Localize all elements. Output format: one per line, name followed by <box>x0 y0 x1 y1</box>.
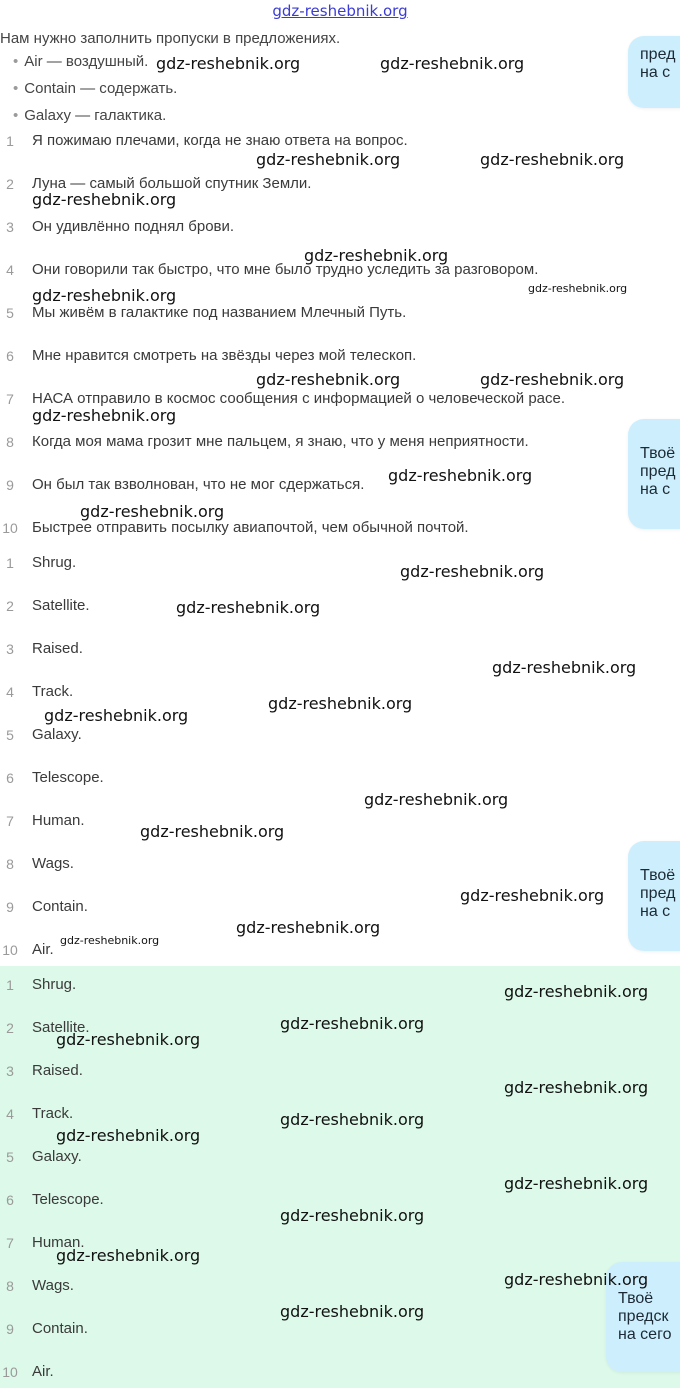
watermark-text: gdz-reshebnik.org <box>492 658 637 677</box>
answer-text: Track. <box>32 1105 74 1122</box>
watermark-text: gdz-reshebnik.org <box>140 822 285 841</box>
watermark-text: gdz-reshebnik.org <box>460 886 605 905</box>
list-number: 9 <box>6 477 14 493</box>
watermark-text: gdz-reshebnik.org <box>364 790 509 809</box>
vocab-item <box>13 53 148 71</box>
answer-text: Track. <box>32 683 74 700</box>
sentence-text: Он удивлённо поднял брови. <box>32 218 235 235</box>
watermark-text: gdz-reshebnik.org <box>480 370 625 389</box>
watermark-text: gdz-reshebnik.org <box>56 1030 201 1049</box>
list-number: 4 <box>6 1106 14 1122</box>
list-number: 5 <box>6 1149 14 1165</box>
answer-text: Wags. <box>32 1277 74 1294</box>
answer-text: Air. <box>32 941 54 958</box>
sentence-text: Луна — самый большой спутник Земли. <box>32 175 312 192</box>
vocab-text: Air — воздушный. <box>24 53 149 70</box>
list-number: 7 <box>6 813 14 829</box>
watermark-text: gdz-reshebnik.org <box>280 1014 425 1033</box>
promo-card[interactable]: Твоё пред на с <box>628 419 680 529</box>
answer-text: Satellite. <box>32 1019 90 1036</box>
watermark-text: gdz-reshebnik.org <box>380 54 525 73</box>
watermark-text: gdz-reshebnik.org <box>56 1246 201 1265</box>
watermark-text: gdz-reshebnik.org <box>268 694 413 713</box>
answer-text: Human. <box>32 1234 85 1251</box>
list-number: 8 <box>6 856 14 872</box>
watermark-text: gdz-reshebnik.org <box>280 1110 425 1129</box>
watermark-text: gdz-reshebnik.org <box>32 286 177 305</box>
list-number: 2 <box>6 176 14 192</box>
watermark-text: gdz-reshebnik.org <box>44 706 189 725</box>
list-number: 6 <box>6 770 14 786</box>
answer-text: Telescope. <box>32 769 104 786</box>
list-number: 1 <box>6 977 14 993</box>
watermark-text: gdz-reshebnik.org <box>528 282 628 295</box>
list-number: 9 <box>6 899 14 915</box>
list-number: 4 <box>6 262 14 278</box>
answer-text: Raised. <box>32 1062 83 1079</box>
watermark-text: gdz-reshebnik.org <box>236 918 381 937</box>
list-number: 5 <box>6 305 14 321</box>
list-number: 3 <box>6 219 14 235</box>
sentence-text: Они говорили так быстро, что мне было трудно уследить за разговором. <box>32 261 539 278</box>
list-number: 6 <box>6 348 14 364</box>
sentence-text: Быстрее отправить посылку авиапочтой, чем обычной почтой. <box>32 519 469 536</box>
list-number: 3 <box>6 1063 14 1079</box>
sentence-text: Когда моя мама грозит мне пальцем, я знаю, что у меня неприятности. <box>32 433 529 450</box>
watermark-text: gdz-reshebnik.org <box>504 1078 649 1097</box>
vocab-item <box>13 80 177 98</box>
answer-text: Raised. <box>32 640 83 657</box>
list-number: 5 <box>6 727 14 743</box>
list-number: 10 <box>2 1364 18 1380</box>
answer-text: Wags. <box>32 855 74 872</box>
site-header-link[interactable]: gdz-reshebnik.org <box>272 2 408 20</box>
list-number: 10 <box>2 942 18 958</box>
list-number: 2 <box>6 598 14 614</box>
list-number: 6 <box>6 1192 14 1208</box>
list-number: 8 <box>6 434 14 450</box>
watermark-text: gdz-reshebnik.org <box>156 54 301 73</box>
answer-text: Satellite. <box>32 597 90 614</box>
watermark-text: gdz-reshebnik.org <box>480 150 625 169</box>
answer-text: Contain. <box>32 898 88 915</box>
answer-text: Human. <box>32 812 85 829</box>
watermark-text: gdz-reshebnik.org <box>32 190 177 209</box>
watermark-text: gdz-reshebnik.org <box>256 370 401 389</box>
answer-text: Shrug. <box>32 976 77 993</box>
promo-card[interactable]: пред на с <box>628 36 680 108</box>
bullet-dot-icon: • <box>13 53 19 70</box>
watermark-text: gdz-reshebnik.org <box>176 598 321 617</box>
vocab-text: Galaxy — галактика. <box>24 107 167 124</box>
watermark-text: gdz-reshebnik.org <box>60 934 160 947</box>
promo-card[interactable]: Твоё пред на с <box>628 841 680 951</box>
watermark-text: gdz-reshebnik.org <box>504 982 649 1001</box>
list-number: 4 <box>6 684 14 700</box>
watermark-text: gdz-reshebnik.org <box>304 246 449 265</box>
task-intro: Нам нужно заполнить пропуски в предложениях. <box>0 30 341 47</box>
sentence-text: Я пожимаю плечами, когда не знаю ответа на вопрос. <box>32 132 408 149</box>
watermark-text: gdz-reshebnik.org <box>280 1302 425 1321</box>
watermark-text: gdz-reshebnik.org <box>256 150 401 169</box>
watermark-text: gdz-reshebnik.org <box>504 1270 649 1289</box>
answer-text: Shrug. <box>32 554 77 571</box>
list-number: 9 <box>6 1321 14 1337</box>
sentence-text: Он был так взволнован, что не мог сдержаться. <box>32 476 365 493</box>
list-number: 7 <box>6 391 14 407</box>
answer-text: Contain. <box>32 1320 88 1337</box>
answer-text: Galaxy. <box>32 1148 82 1165</box>
answer-text: Air. <box>32 1363 54 1380</box>
list-number: 3 <box>6 641 14 657</box>
list-number: 1 <box>6 555 14 571</box>
watermark-text: gdz-reshebnik.org <box>32 406 177 425</box>
list-number: 10 <box>2 520 18 536</box>
answer-text: Galaxy. <box>32 726 82 743</box>
list-number: 7 <box>6 1235 14 1251</box>
watermark-text: gdz-reshebnik.org <box>280 1206 425 1225</box>
vocab-text: Contain — содержать. <box>24 80 178 97</box>
list-number: 2 <box>6 1020 14 1036</box>
watermark-text: gdz-reshebnik.org <box>400 562 545 581</box>
sentence-text: Мы живём в галактике под названием Млечный Путь. <box>32 304 407 321</box>
watermark-text: gdz-reshebnik.org <box>56 1126 201 1145</box>
watermark-text: gdz-reshebnik.org <box>80 502 225 521</box>
vocab-item <box>13 107 166 125</box>
answer-text: Telescope. <box>32 1191 104 1208</box>
promo-card[interactable]: Твоё предск на сего <box>606 1262 680 1372</box>
bullet-dot-icon: • <box>13 80 19 97</box>
sentence-text: НАСА отправило в космос сообщения с информацией о человеческой расе. <box>32 390 566 407</box>
list-number: 1 <box>6 133 14 149</box>
watermark-text: gdz-reshebnik.org <box>504 1174 649 1193</box>
bullet-dot-icon: • <box>13 107 19 124</box>
list-number: 8 <box>6 1278 14 1294</box>
watermark-text: gdz-reshebnik.org <box>388 466 533 485</box>
sentence-text: Мне нравится смотреть на звёзды через мой телескоп. <box>32 347 417 364</box>
